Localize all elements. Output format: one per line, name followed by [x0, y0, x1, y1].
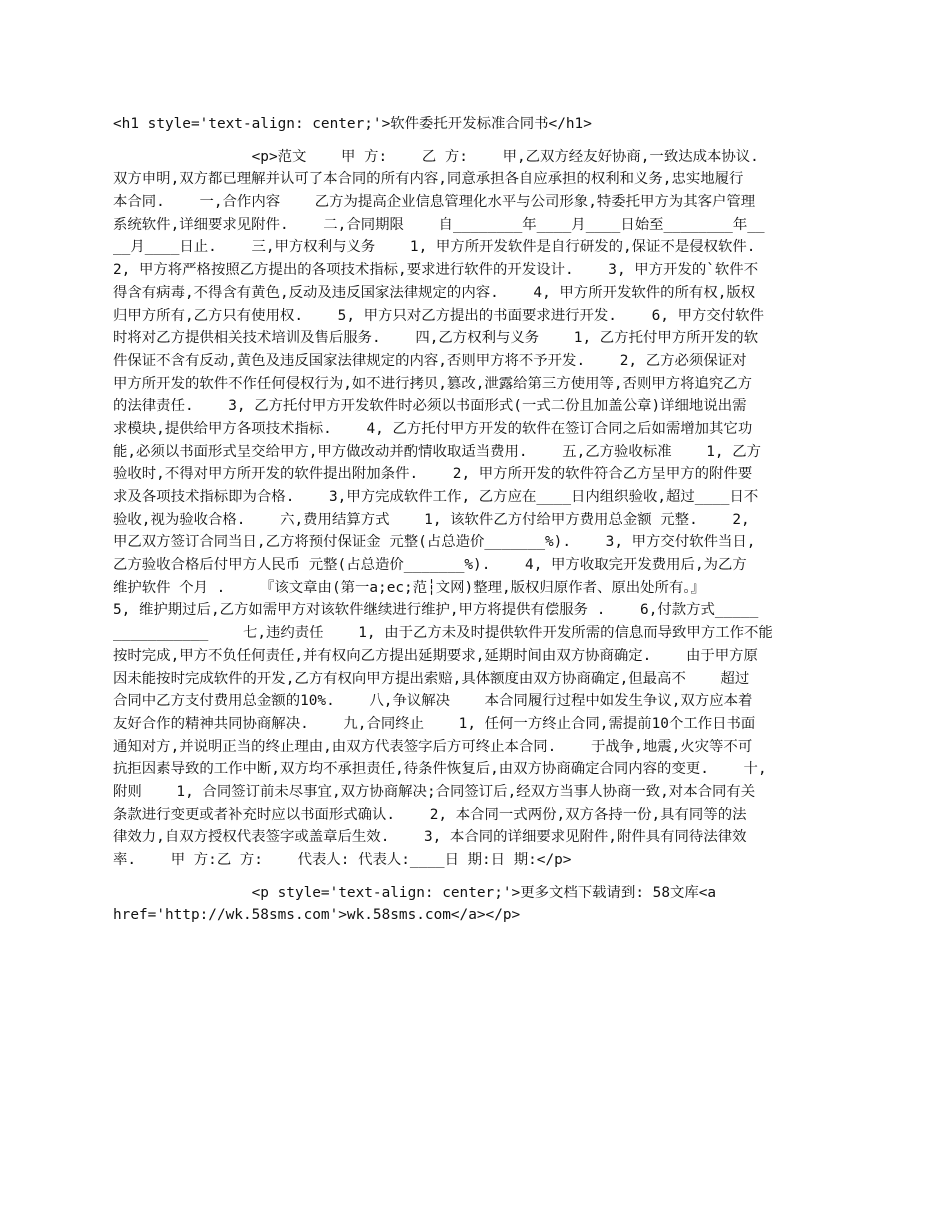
body-line: 通知对方,并说明正当的终止理由,由双方代表签字后方可终止本合同. 于战争,地震,火灾等不可: [113, 738, 753, 755]
body-line: 得含有病毒,不得含有黄色,反动及违反国家法律规定的内容. 4, 甲方所开发软件的所有权,版权: [113, 284, 756, 301]
body-line: 本合同. 一,合作内容 乙方为提高企业信息管理化水平与公司形象,特委托甲方为其客户管理: [113, 194, 756, 211]
footer-line: <p style='text-align: center;'>更多文档下载请到: 58文库<a: [113, 884, 717, 901]
body-line: 系统软件,详细要求见附件. 二,合同期限 自________年____月____日始至________年__: [113, 216, 765, 233]
body-line: 乙方验收合格后付甲方人民币 元整(占总造价_______%). 4, 甲方收取完开发费用后,为乙方: [113, 557, 747, 574]
document-page: [113, 113, 843, 927]
body-line: 的法律责任. 3, 乙方托付甲方开发软件时必须以书面形式(一式二份且加盖公章)详细地说出需: [113, 398, 747, 415]
body-line: 双方申明,双方都已理解并认可了本合同的所有内容,同意承担各自应承担的权利和义务,忠实地履行: [113, 171, 744, 188]
heading-line: <h1 style='text-align: center;'>软件委托开发标准合同书</h1>: [113, 116, 592, 132]
body-line: 求模块,提供给甲方各项技术指标. 4, 乙方托付甲方开发的软件在签订合同之后如需增加其它功: [113, 420, 753, 437]
body-line: 抗拒因素导致的工作中断,双方均不承担责任,待条件恢复后,由双方协商确定合同内容的变更. 十,: [113, 761, 767, 778]
download-footer: [113, 882, 843, 927]
footer-line: href='http://wk.58sms.com'>wk.58sms.com</a></p>: [113, 907, 521, 924]
contract-body: [113, 146, 843, 872]
spacer: [113, 872, 843, 882]
body-line: ___________ 七,违约责任 1, 由于乙方未及时提供软件开发所需的信息而导致甲方工作不能: [113, 625, 773, 642]
body-line: 友好合作的精神共同协商解决. 九,合同终止 1, 任何一方终止合同,需提前10个工作日书面: [113, 715, 756, 732]
body-line: 甲方所开发的软件不作任何侵权行为,如不进行拷贝,篡改,泄露给第三方使用等,否则甲方将追究乙方: [113, 375, 753, 392]
body-line: 归甲方所有,乙方只有使用权. 5, 甲方只对乙方提出的书面要求进行开发. 6, 甲方交付软件: [113, 307, 764, 324]
body-line: 验收,视为验收合格. 六,费用结算方式 1, 该软件乙方付给甲方费用总金额 元整. 2,: [113, 511, 750, 528]
body-line: 时将对乙方提供相关技术培训及售后服务. 四,乙方权利与义务 1, 乙方托付甲方所开发的软: [113, 330, 759, 347]
body-line: 2, 甲方将严格按照乙方提出的各项技术指标,要求进行软件的开发设计. 3, 甲方开发的`软件不: [113, 262, 759, 279]
body-line: 验收时,不得对甲方所开发的软件提出附加条件. 2, 甲方所开发的软件符合乙方呈甲方的附件要: [113, 466, 753, 483]
body-line: 5, 维护期过后,乙方如需甲方对该软件继续进行维护,甲方将提供有偿服务 . 6,付款方式_____: [113, 602, 759, 619]
body-line: 求及各项技术指标即为合格. 3,甲方完成软件工作, 乙方应在____日内组织验收,超过____日不: [113, 489, 759, 505]
body-line: <p>范文 甲 方: 乙 方: 甲,乙双方经友好协商,一致达成本协议.: [113, 148, 759, 165]
body-line: 律效力,自双方授权代表签字或盖章后生效. 3, 本合同的详细要求见附件,附件具有同待法律效: [113, 829, 747, 846]
body-line: __月____日止. 三,甲方权利与义务 1, 甲方所开发软件是自行研发的,保证不是侵权软件.: [113, 239, 756, 256]
body-line: 率. 甲 方:乙 方: 代表人: 代表人:____日 期:日 期:</p>: [113, 852, 572, 868]
body-line: 按时完成,甲方不负任何责任,并有权向乙方提出延期要求,延期时间由双方协商确定. 由于甲方原: [113, 647, 758, 664]
body-line: 甲乙双方签订合同当日,乙方将预付保证金 元整(占总造价_______%). 3, 甲方交付软件当日,: [113, 534, 756, 551]
body-line: 附则 1, 合同签订前未尽事宜,双方协商解决;合同签订后,经双方当事人协商一致,对本合同有关: [113, 783, 756, 800]
body-line: 能,必须以书面形式呈交给甲方,甲方做改动并酌情收取适当费用. 五,乙方验收标准 1, 乙方: [113, 443, 762, 460]
body-line: 件保证不含有反动,黄色及违反国家法律规定的内容,否则甲方将不予开发. 2, 乙方必须保证对: [113, 352, 747, 369]
body-line: 条款进行变更或者补充时应以书面形式确认. 2, 本合同一式两份,双方各持一份,具有同等的法: [113, 806, 747, 823]
body-line: 合同中乙方支付费用总金额的10%. 八,争议解决 本合同履行过程中如发生争议,双方应本着: [113, 693, 753, 710]
body-line: 维护软件 个月 . 『该文章由(第一a;ec;范┆文网)整理,版权归原作者、原出处所有。』: [113, 579, 705, 596]
spacer: [113, 136, 843, 146]
body-line: 因未能按时完成软件的开发,乙方有权向甲方提出索赔,具体额度由双方协商确定,但最高不 超过: [113, 670, 750, 687]
